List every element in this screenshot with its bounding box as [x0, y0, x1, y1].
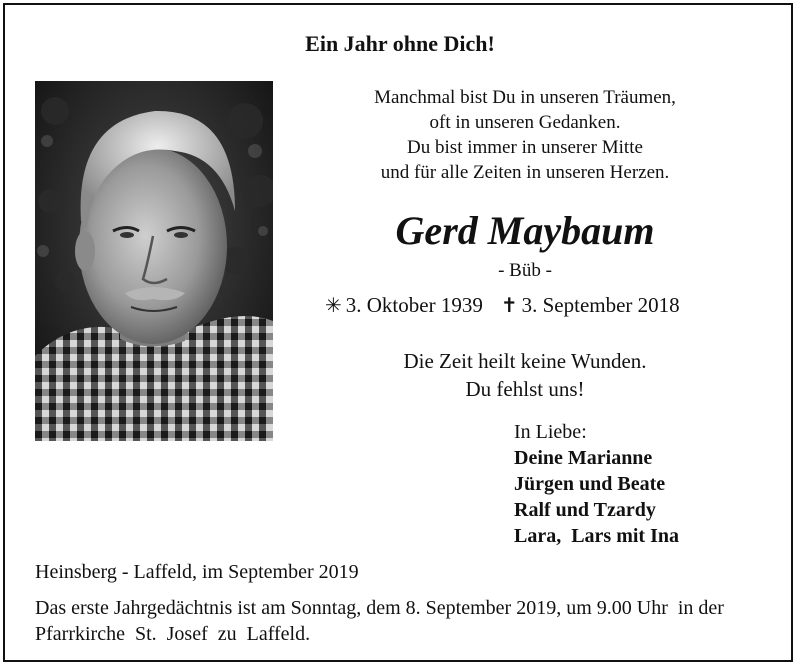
life-dates [325, 293, 745, 318]
poem-line: Du bist immer in unserer Mitte [407, 137, 643, 158]
death-cross-icon: ✝ [500, 295, 518, 317]
poem-line: Manchmal bist Du in unseren Träumen, [374, 87, 676, 108]
family-intro: In Liebe: [514, 421, 587, 443]
deceased-name: Gerd Maybaum [395, 208, 655, 253]
poem-line: und für alle Zeiten in unseren Herzen. [380, 162, 670, 183]
family-member: Lara, Lars mit Ina [514, 525, 679, 547]
birth-date: 3. Oktober 1939 [345, 293, 483, 317]
deceased-nickname: - Büb - [498, 260, 552, 281]
consolation-line: Du fehlst uns! [465, 377, 585, 401]
death-date: 3. September 2018 [521, 293, 680, 317]
place-date: Heinsberg - Laffeld, im September 2019 [35, 561, 359, 583]
headline: Ein Jahr ohne Dich! [305, 31, 495, 56]
family-member: Jürgen und Beate [514, 473, 666, 495]
family-signatures [514, 419, 679, 549]
poem-line: oft in unseren Gedanken. [429, 112, 621, 133]
family-member: Ralf und Tzardy [514, 499, 656, 521]
birth-star-icon: ✳ [325, 295, 342, 317]
obituary-notice [3, 3, 793, 662]
consolation-text [315, 347, 735, 403]
portrait-photo [35, 81, 273, 441]
poem [315, 85, 735, 185]
family-member: Deine Marianne [514, 447, 653, 469]
consolation-line: Die Zeit heilt keine Wunden. [403, 349, 647, 373]
memorial-service-info: Das erste Jahrgedächtnis ist am Sonntag, dem 8. September 2019, um 9.00 Uhr in der Pfarrkirche St. Josef zu Laffeld. [35, 597, 729, 645]
